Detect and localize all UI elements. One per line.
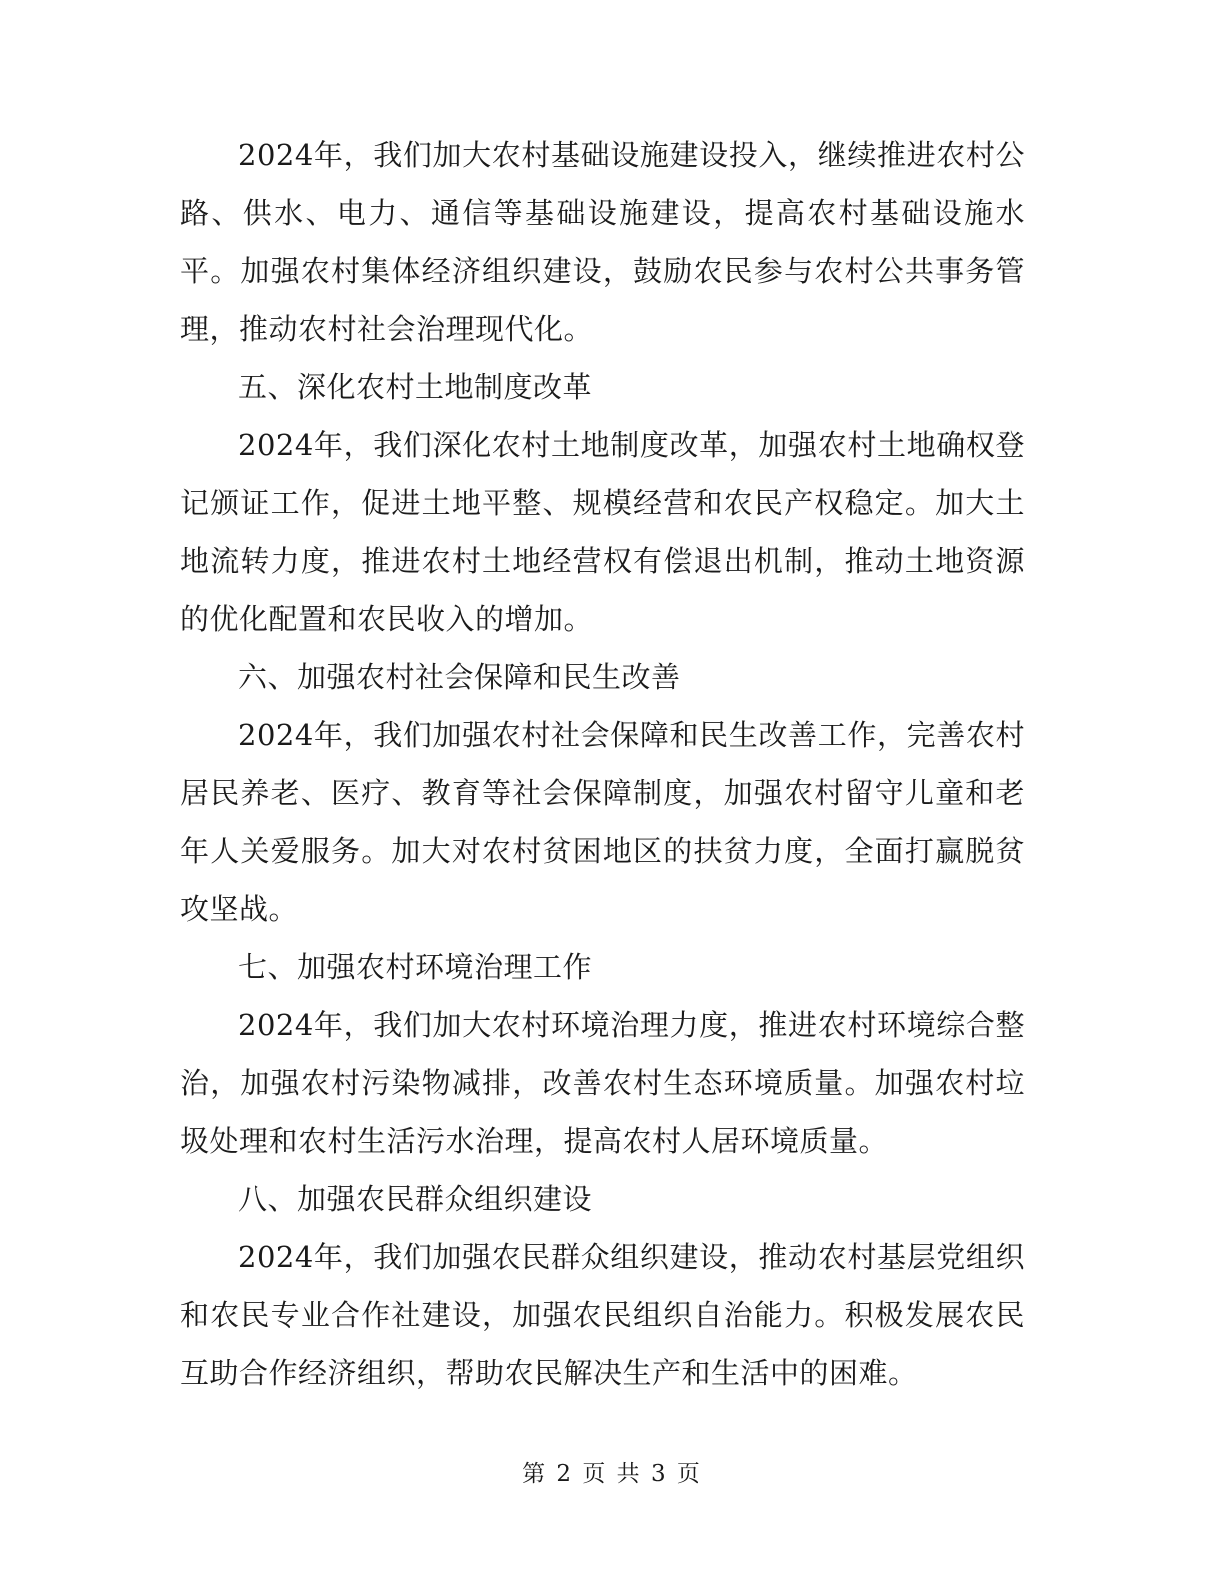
body-paragraph: 2024年，我们加强农村社会保障和民生改善工作，完善农村居民养老、医疗、教育等社会保障制度，加强农村留守儿童和老年人关爱服务。加大对农村贫困地区的扶贫力度，全面打赢脱贫攻坚战。 [180, 718, 1025, 926]
section-heading: 六、加强农村社会保障和民生改善 [238, 660, 681, 694]
page-number-footer: 第 2 页 共 3 页 [522, 1461, 702, 1487]
body-paragraph: 2024年，我们加大农村基础设施建设投入，继续推进农村公路、供水、电力、通信等基础设施建设，提高农村基础设施水平。加强农村集体经济组织建设，鼓励农民参与农村公共事务管理，推动农村社会治理现代化。 [180, 138, 1025, 346]
section-heading: 七、加强农村环境治理工作 [238, 950, 593, 984]
section-heading: 八、加强农民群众组织建设 [238, 1182, 593, 1216]
body-paragraph: 2024年，我们深化农村土地制度改革，加强农村土地确权登记颁证工作，促进土地平整、规模经营和农民产权稳定。加大土地流转力度，推进农村土地经营权有偿退出机制，推动土地资源的优化配置和农民收入的增加。 [180, 428, 1025, 636]
section-heading: 五、深化农村土地制度改革 [238, 370, 593, 404]
document-body [180, 126, 1025, 1402]
body-paragraph: 2024年，我们加大农村环境治理力度，推进农村环境综合整治，加强农村污染物减排，改善农村生态环境质量。加强农村垃圾处理和农村生活污水治理，提高农村人居环境质量。 [180, 1008, 1025, 1158]
body-paragraph: 2024年，我们加强农民群众组织建设，推动农村基层党组织和农民专业合作社建设，加强农民组织自治能力。积极发展农民互助合作经济组织，帮助农民解决生产和生活中的困难。 [180, 1240, 1025, 1390]
